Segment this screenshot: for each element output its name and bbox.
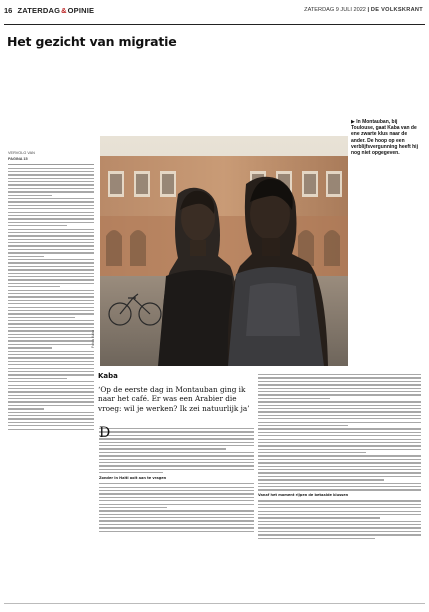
text-line <box>8 425 94 426</box>
text-line <box>258 469 421 470</box>
text-line <box>8 256 44 257</box>
text-line <box>258 435 421 436</box>
text-line <box>8 283 94 284</box>
text-line <box>8 178 94 179</box>
text-line <box>8 415 94 416</box>
text-line <box>8 235 94 236</box>
masthead-ampersand: & <box>61 6 67 15</box>
text-line <box>258 411 421 412</box>
text-line <box>8 205 94 206</box>
text-line <box>258 466 421 467</box>
text-line <box>258 449 421 450</box>
text-line <box>8 381 94 382</box>
text-line <box>8 188 94 189</box>
text-line <box>8 398 94 399</box>
page-title: Het gezicht van migratie <box>7 34 177 49</box>
text-line <box>99 448 226 449</box>
masthead-right: ZATERDAG 9 JULI 2022 | DE VOLKSKRANT <box>304 7 423 13</box>
masthead-rule <box>4 24 425 25</box>
text-line <box>8 279 94 280</box>
issue-date: ZATERDAG 9 JULI 2022 <box>304 7 366 13</box>
text-line <box>258 534 421 535</box>
text-line <box>8 218 94 219</box>
middle-column-text-bottom <box>99 483 254 532</box>
text-line <box>8 242 94 243</box>
text-line <box>8 412 94 413</box>
text-line <box>8 378 67 379</box>
text-line <box>258 511 421 512</box>
text-line <box>258 401 421 402</box>
text-line <box>258 408 421 409</box>
text-line <box>258 476 421 477</box>
text-line <box>8 354 94 355</box>
continued-page-label: PAGINA 15 <box>8 157 28 161</box>
right-column-text-top <box>258 374 421 491</box>
text-line <box>99 517 254 518</box>
text-line <box>99 520 254 521</box>
text-line <box>99 465 254 466</box>
text-line <box>99 500 254 501</box>
text-line <box>258 500 421 501</box>
text-line <box>99 514 254 515</box>
text-line <box>8 286 60 287</box>
text-line <box>8 385 94 386</box>
text-line <box>99 531 254 532</box>
masthead <box>4 6 425 20</box>
text-line <box>8 174 94 175</box>
text-line <box>8 208 94 209</box>
text-line <box>258 415 421 416</box>
text-line <box>8 422 94 423</box>
text-line <box>99 483 254 484</box>
text-line <box>99 452 254 453</box>
text-line <box>8 198 94 199</box>
text-line <box>99 497 254 498</box>
text-line <box>8 368 94 369</box>
text-line <box>99 438 254 439</box>
text-line <box>258 504 421 505</box>
text-line <box>8 215 94 216</box>
continuation-byline <box>8 150 94 162</box>
text-line <box>258 391 421 392</box>
text-line <box>8 323 94 324</box>
text-line <box>258 524 421 525</box>
text-line <box>99 490 254 491</box>
text-line <box>8 232 94 233</box>
text-line <box>8 303 94 304</box>
text-line <box>8 252 94 253</box>
caption-arrow-icon: ▶ <box>351 119 355 125</box>
text-line <box>8 249 94 250</box>
text-line <box>8 273 94 274</box>
text-line <box>8 168 94 169</box>
text-line <box>258 394 421 395</box>
text-line <box>258 531 421 532</box>
text-line <box>258 455 421 456</box>
text-line <box>8 401 94 402</box>
footer-rule <box>4 603 425 604</box>
text-line <box>99 455 254 456</box>
text-line <box>258 442 421 443</box>
text-line <box>99 472 163 473</box>
text-line <box>8 195 52 196</box>
text-line <box>258 452 366 453</box>
section-name: OPINIE <box>67 6 95 15</box>
text-line <box>8 276 94 277</box>
text-line <box>8 337 94 338</box>
text-line <box>258 422 421 423</box>
middle-column-text-top <box>99 428 254 473</box>
text-line <box>8 171 94 172</box>
text-line <box>99 459 254 460</box>
text-line <box>8 266 94 267</box>
text-line <box>8 239 94 240</box>
text-line <box>258 483 421 484</box>
text-line <box>99 510 254 511</box>
text-line <box>8 181 94 182</box>
text-line <box>8 320 94 321</box>
photo-caption <box>351 119 421 156</box>
photo-credit: Foto's Kaba <box>91 330 95 348</box>
text-line <box>258 507 421 508</box>
text-line <box>8 222 94 223</box>
left-column <box>8 150 94 595</box>
text-line <box>99 507 167 508</box>
text-line <box>8 212 94 213</box>
byline-rule <box>8 164 94 165</box>
text-line <box>99 428 254 429</box>
pull-quote: ‘Op de eerste dag in Montauban ging ik naar het café. Er was een Arabier die vroeg: wil je werken? Ik zei natuurlijk ja’ <box>98 385 250 413</box>
text-line <box>8 405 94 406</box>
text-line <box>258 377 421 378</box>
paper-name: ZATERDAG <box>17 6 61 15</box>
text-line <box>258 462 421 463</box>
text-line <box>8 313 94 314</box>
text-line <box>99 527 254 528</box>
text-line <box>258 418 421 419</box>
text-line <box>8 330 94 331</box>
text-line <box>8 225 67 226</box>
text-line <box>8 418 94 419</box>
text-line <box>8 327 94 328</box>
section-tag: Kaba <box>98 372 118 380</box>
text-line <box>8 408 44 409</box>
text-line <box>258 388 421 389</box>
text-line <box>258 527 421 528</box>
text-line <box>258 439 421 440</box>
text-line <box>258 384 421 385</box>
text-line <box>99 431 254 432</box>
text-line <box>8 374 94 375</box>
text-line <box>8 290 94 291</box>
text-line <box>258 432 421 433</box>
text-line <box>258 489 421 490</box>
text-line <box>8 340 94 341</box>
text-line <box>99 445 254 446</box>
text-line <box>8 262 94 263</box>
text-line <box>8 391 94 392</box>
text-line <box>8 317 75 318</box>
text-line <box>258 381 421 382</box>
text-line <box>258 425 348 426</box>
text-line <box>8 307 94 308</box>
text-line <box>258 538 375 539</box>
text-line <box>8 300 94 301</box>
text-line <box>99 462 254 463</box>
text-line <box>8 259 94 260</box>
text-line <box>8 371 94 372</box>
text-line <box>8 395 94 396</box>
text-line <box>99 493 254 494</box>
text-line <box>258 445 421 446</box>
text-line <box>99 504 254 505</box>
text-line <box>8 310 94 311</box>
text-line <box>258 472 421 473</box>
text-line <box>258 374 421 375</box>
text-line <box>8 388 94 389</box>
main-photo <box>100 136 348 366</box>
text-line <box>8 351 94 352</box>
text-line <box>99 469 254 470</box>
text-line <box>99 487 254 488</box>
right-column-text-bottom <box>258 500 421 539</box>
text-line <box>99 524 254 525</box>
text-line <box>258 517 380 518</box>
middle-subhead: Zonder in Haïti ooit aan te vragen <box>99 475 167 480</box>
text-line <box>99 435 254 436</box>
text-line <box>258 521 421 522</box>
text-line <box>258 405 421 406</box>
text-line <box>258 459 421 460</box>
continued-from-label: VERVOLG VAN <box>8 151 35 155</box>
text-line <box>8 347 52 348</box>
middle-column <box>99 426 254 601</box>
right-column <box>258 372 421 600</box>
text-line <box>258 398 330 399</box>
text-line <box>8 245 94 246</box>
text-line <box>8 229 94 230</box>
text-line <box>8 361 94 362</box>
text-line <box>99 442 254 443</box>
text-line <box>8 293 94 294</box>
brand-name: DE VOLKSKRANT <box>370 7 423 13</box>
text-line <box>258 514 421 515</box>
text-line <box>8 184 94 185</box>
text-line <box>8 334 94 335</box>
page-number: 16 <box>4 6 13 15</box>
text-line <box>258 428 421 429</box>
caption-text: In Montauban, bij Toulouse, gaat Kaba van de ene zwarte klus naar de ander. De hoop op een verblijfsvergunning heeft hij nog niet opgegeven. <box>351 119 418 157</box>
text-line <box>8 191 94 192</box>
text-line <box>8 296 94 297</box>
text-line <box>8 344 94 345</box>
text-line <box>8 364 94 365</box>
text-line <box>258 486 421 487</box>
right-subhead: Vanaf het moment rijpen de betaalde klussen <box>258 492 349 497</box>
text-line <box>8 429 94 430</box>
drop-cap: D <box>99 426 111 441</box>
text-line <box>258 479 384 480</box>
text-line <box>8 201 94 202</box>
text-line <box>8 269 94 270</box>
left-column-text <box>8 168 94 430</box>
text-line <box>8 357 94 358</box>
masthead-left <box>4 6 94 15</box>
